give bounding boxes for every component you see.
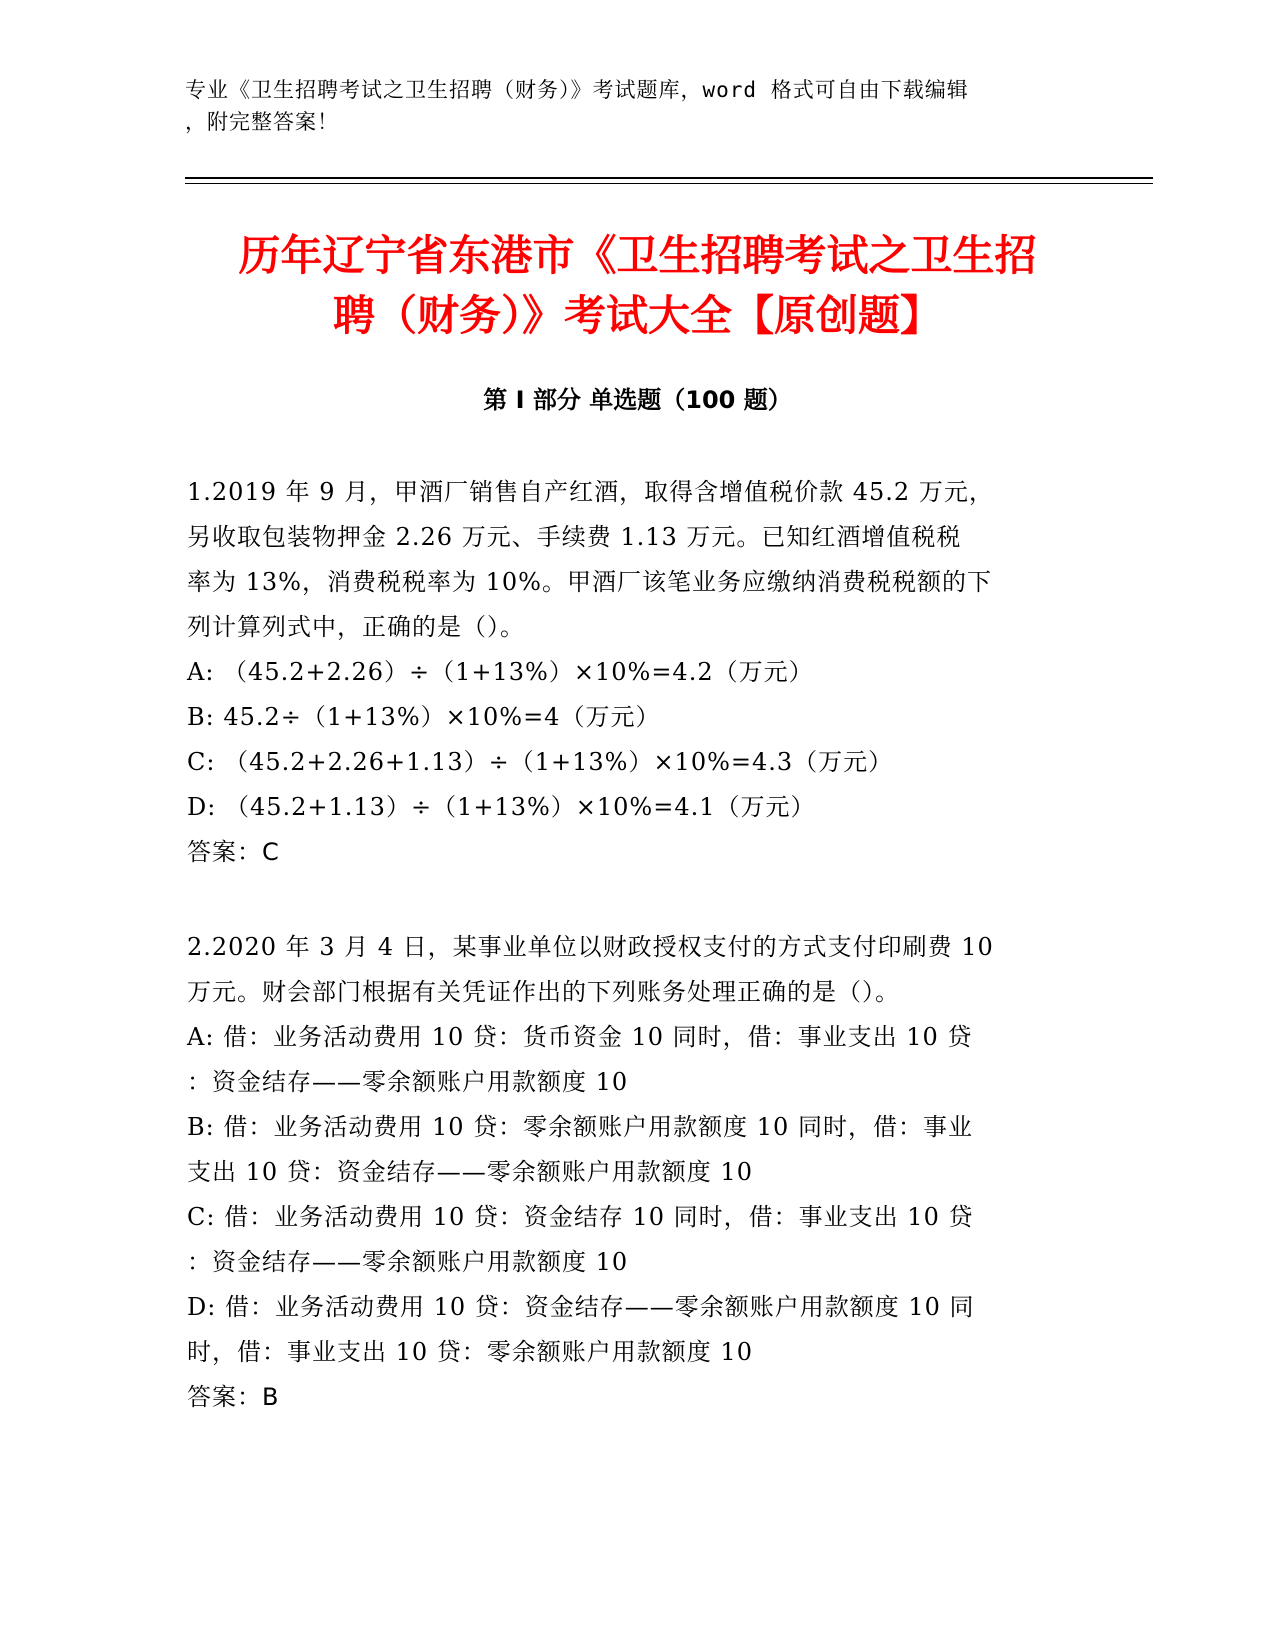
option-a: A: （45.2+2.26）÷（1+13%）×10%=4.2（万元） xyxy=(187,658,814,686)
answer-text: 答案：B xyxy=(187,1383,280,1411)
question-stem-line: 万元。财会部门根据有关凭证作出的下列账务处理正确的是（）。 xyxy=(187,978,900,1006)
option-d-continued: 时，借：事业支出 10 贷：零余额账户用款额度 10 xyxy=(187,1338,753,1366)
question-1 xyxy=(187,470,1072,875)
option-d: D: 借：业务活动费用 10 贷：资金结存——零余额账户用款额度 10 同 xyxy=(187,1293,975,1321)
option-b: B: 45.2÷（1+13%）×10%=4（万元） xyxy=(187,703,661,731)
document-title-line: 聘（财务）》考试大全【原创题】 xyxy=(332,291,942,340)
option-c: C: 借：业务活动费用 10 贷：资金结存 10 同时，借：事业支出 10 贷 xyxy=(187,1203,974,1231)
header-note xyxy=(185,74,1065,138)
question-stem-line: 率为 13%，消费税税率为 10%。甲酒厂该笔业务应缴纳消费税税额的下 xyxy=(187,568,992,596)
option-c: C: （45.2+2.26+1.13）÷（1+13%）×10%=4.3（万元） xyxy=(187,748,894,776)
header-divider-thick xyxy=(185,177,1153,179)
question-stem-line: 2.2020 年 3 月 4 日，某事业单位以财政授权支付的方式支付印刷费 10 xyxy=(187,933,994,961)
header-note-line: ，附完整答案！ xyxy=(185,110,339,134)
option-d: D: （45.2+1.13）÷（1+13%）×10%=4.1（万元） xyxy=(187,793,816,821)
option-b-continued: 支出 10 贷：资金结存——零余额账户用款额度 10 xyxy=(187,1158,753,1186)
question-stem-line: 列计算列式中，正确的是（）。 xyxy=(187,613,525,641)
option-c-continued: ：资金结存——零余额账户用款额度 10 xyxy=(187,1248,629,1276)
header-divider-thin xyxy=(185,183,1153,184)
question-2 xyxy=(187,925,1072,1420)
question-stem-line: 另收取包装物押金 2.26 万元、手续费 1.13 万元。已知红酒增值税税 xyxy=(187,523,962,551)
answer-text: 答案：C xyxy=(187,838,280,866)
option-a-continued: ：资金结存——零余额账户用款额度 10 xyxy=(187,1068,629,1096)
document-title xyxy=(160,226,1115,346)
option-b: B: 借：业务活动费用 10 贷：零余额账户用款额度 10 同时，借：事业 xyxy=(187,1113,973,1141)
section-heading: 第 I 部分 单选题（100 题） xyxy=(483,386,792,414)
question-stem-line: 1.2019 年 9 月，甲酒厂销售自产红酒，取得含增值税价款 45.2 万元， xyxy=(187,478,994,506)
header-note-line: 专业《卫生招聘考试之卫生招聘（财务）》考试题库，word 格式可自由下载编辑 xyxy=(185,78,969,102)
option-a: A: 借：业务活动费用 10 贷：货币资金 10 同时，借：事业支出 10 贷 xyxy=(187,1023,973,1051)
document-title-line: 历年辽宁省东港市《卫生招聘考试之卫生招 xyxy=(238,231,1037,280)
